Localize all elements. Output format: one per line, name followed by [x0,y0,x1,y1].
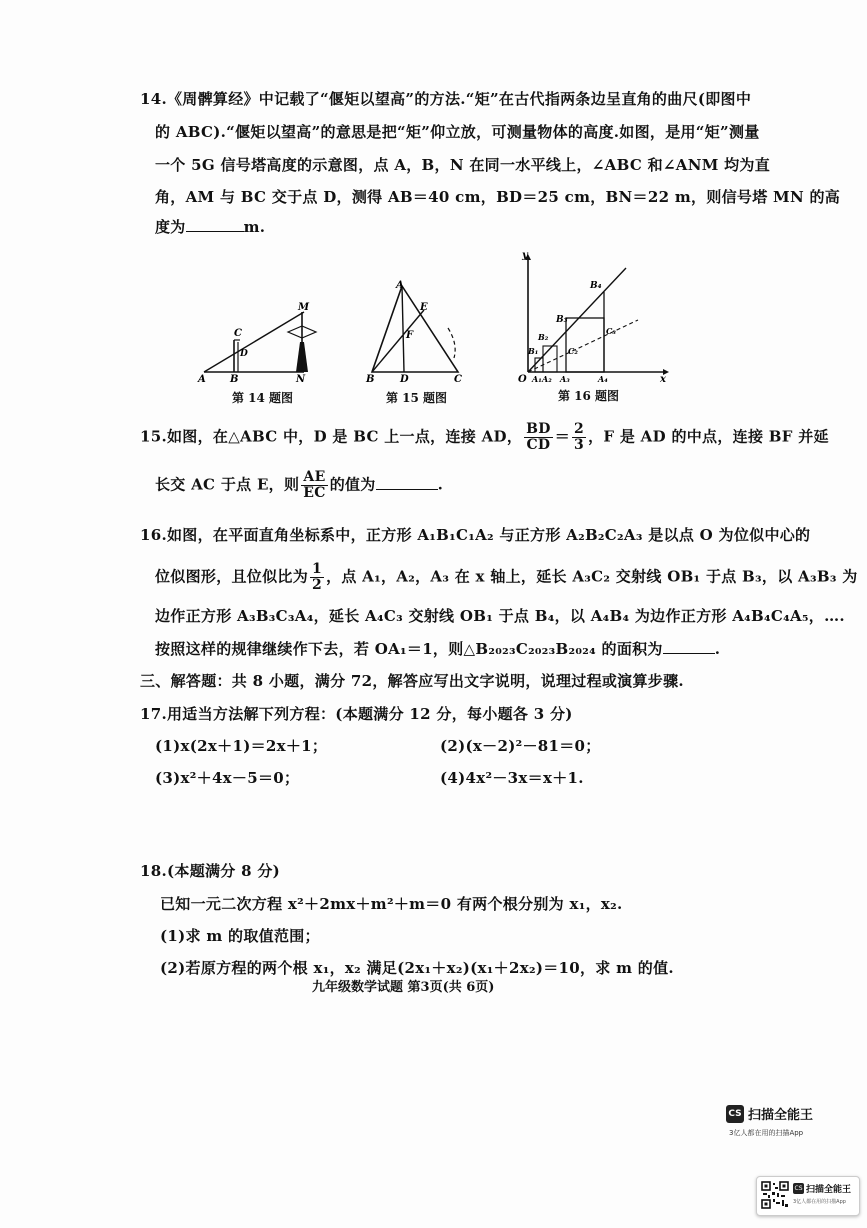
qr-brand-logo-icon: CS [794,1185,803,1192]
page-footer: 九年级数学试题 第3页(共 6页) [312,980,495,995]
q15-line-2 [155,470,443,501]
fig15-label-D: D [400,374,409,384]
q14-line-1: 14.《周髀算经》中记载了“偃矩以望高”的方法.“矩”在古代指两条边呈直角的曲尺(即图中 [140,90,752,108]
fig14-sight-line [204,312,304,372]
q15-frac-den: CD [526,437,551,453]
q15-fraction-ae-ec [301,470,327,501]
fig16-label-A3: A₃ [560,374,570,382]
fig14-label-B: B [230,374,239,382]
q14-answer-blank [186,231,244,232]
q14-line-5-pre: 度为 [155,218,186,236]
section-3-heading: 三、解答题：共 8 小题，满分 72，解答应写出文字说明，说理过程或演算步骤. [140,672,684,690]
fig15-triangle [372,286,458,372]
q14-line-2: 的 ABC).“偃矩以望高”的意思是把“矩”仰立放，可测量物体的高度.如图，是用“矩”测量 [155,123,760,141]
qr-tagline: 3亿人都在用的扫描App [793,1199,846,1205]
fig15-label-C: C [454,374,462,384]
q16-line-4-post: . [714,640,721,658]
fig14-label-M: M [298,302,310,313]
fig16-label-B3: B₃ [556,315,568,325]
q15-fraction-value [572,422,586,453]
q15-ae-num: AE [303,469,326,485]
qr-brand-name: 扫描全能王 [806,1185,852,1195]
fig16-label-B4: B₄ [590,281,602,291]
fig16-label-x: x [660,374,666,382]
fig15-arc [448,328,455,358]
fig14-label-N: N [296,374,306,382]
fig16-label-y: y [522,250,528,261]
fig16-label-A2: A₂ [542,374,552,382]
q16-line-2-pre: 位似图形，且位似比为 [155,567,309,586]
q16-line-3: 边作正方形 A₃B₃C₃A₄，延长 A₄C₃ 交射线 OB₁ 于点 B₄，以 A₄B₄ 为边作正方形 A₄B₄C₄A₅，…. [155,607,845,625]
q15-fraction-bd-cd [524,422,553,453]
q15-line-1-pre: 15.如图，在△ABC 中，D 是 BC 上一点，连接 AD， [140,427,523,446]
fig16-label-B1: B₁ [528,346,539,356]
q15-line-2-pre: 长交 AC 于点 E，则 [155,475,300,494]
q16-line-4-pre: 按照这样的规律继续作下去，若 OA₁＝1，则△B₂₀₂₃C₂₀₂₃B₂₀₂₄ 的面积为 [155,640,663,658]
figure-15 [362,276,472,384]
fig15-caption: 第 15 题图 [386,391,448,405]
q16-line-2 [155,562,858,593]
q16-ratio-den: 2 [312,577,323,593]
camscanner-brand: 扫描全能王 [748,1108,814,1123]
fig15-segment-BE [372,310,424,372]
q15-line-2-post: . [437,475,444,494]
scanner-watermark [726,1104,813,1123]
qr-brand [793,1182,851,1195]
fig16-label-A1: A₁ [532,374,542,382]
q16-line-1: 16.如图，在平面直角坐标系中，正方形 A₁B₁C₁A₂ 与正方形 A₂B₂C₂A₃ 是以点 O 为位似中心的 [140,526,811,544]
q18-part-2: (2)若原方程的两个根 x₁，x₂ 满足(2x₁＋x₂)(x₁＋2x₂)＝10，求 m 的值. [160,959,674,977]
q16-ratio-fraction [310,562,324,593]
q14-line-4: 角，AM 与 BC 交于点 D，测得 AB＝40 cm，BD＝25 cm，BN＝22 m，则信号塔 MN 的高 [155,188,841,206]
figure-16 [508,250,670,382]
q17-part-3: (3)x²＋4x－5＝0； [155,769,300,787]
q17-title: 17.用适当方法解下列方程：(本题满分 12 分，每小题各 3 分) [140,705,573,723]
fig15-label-E: E [420,302,428,313]
fig14-caption: 第 14 题图 [232,391,294,405]
fig16-label-B2: B₂ [538,332,549,342]
q17-part-1: (1)x(2x＋1)＝2x＋1； [155,737,328,755]
qr-code-icon [761,1181,789,1209]
fig15-segment-AD [402,286,404,372]
camscanner-tagline: 3亿人都在用的扫描App [729,1129,804,1137]
q15-value-den: 3 [574,437,585,453]
fig16-label-C2: C₂ [568,346,578,356]
q18-title: 18.(本题满分 8 分) [140,862,281,880]
q15-value-num: 2 [574,421,585,437]
q15-line-2-mid: 的值为 [329,475,376,494]
fig16-label-C3: C₃ [606,326,616,336]
q14-line-5-post: m. [243,218,266,236]
q14-line-3: 一个 5G 信号塔高度的示意图，点 A，B，N 在同一水平线上，∠ABC 和∠ANM 均为直 [155,156,771,174]
q15-ae-den: EC [303,485,326,501]
figure-14 [196,296,328,382]
qr-card[interactable] [756,1176,860,1216]
q15-equals: ＝ [554,427,571,446]
q16-line-2-post: ，点 A₁，A₂，A₃ 在 x 轴上，延长 A₃C₂ 交射线 OB₁ 于点 B₃，以 A₃B₃ 为 [326,567,858,586]
q15-frac-num: BD [526,421,551,437]
q14-line-5 [155,216,265,237]
q18-part-1: (1)求 m 的取值范围； [160,927,320,945]
fig15-label-B: B [366,374,375,384]
fig16-label-A4: A₄ [598,374,608,382]
q17-part-4: (4)4x²－3x＝x＋1. [440,769,584,787]
fig14-label-D: D [240,349,248,359]
q15-line-1-post: ，F 是 AD 的中点，连接 BF 并延 [588,427,829,446]
q16-answer-blank [663,653,715,654]
q15-answer-blank [376,489,438,490]
fig16-label-O: O [518,374,527,382]
fig15-label-F: F [406,330,414,341]
q18-stem: 已知一元二次方程 x²＋2mx＋m²＋m＝0 有两个根分别为 x₁，x₂. [160,895,623,913]
q17-part-2: (2)(x－2)²－81＝0； [440,737,601,755]
fig14-label-C: C [234,328,242,339]
q15-line-1 [140,422,829,453]
q16-line-4 [155,638,720,659]
fig15-label-A: A [396,280,404,291]
q16-ratio-num: 1 [312,561,323,577]
camscanner-logo-icon: CS [726,1105,744,1123]
fig14-label-A: A [198,374,206,382]
fig16-caption: 第 16 题图 [558,389,620,403]
